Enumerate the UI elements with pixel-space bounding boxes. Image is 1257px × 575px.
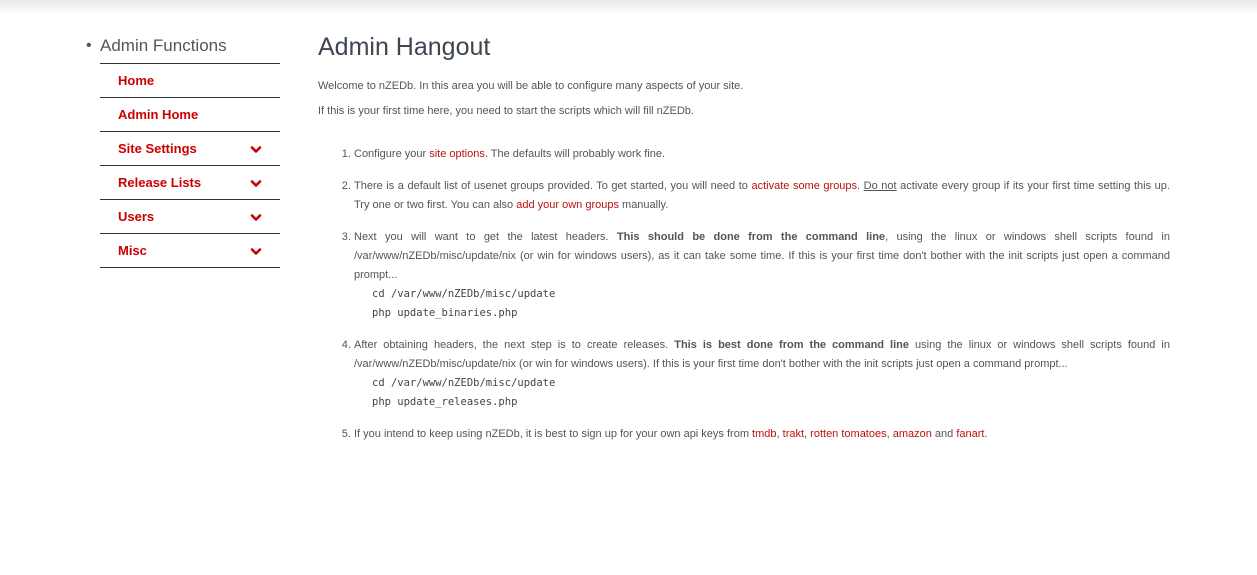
step-text: Next you will want to get the latest headers.	[354, 231, 617, 243]
activate-groups-link[interactable]: activate some groups	[751, 180, 858, 192]
step-text: , using the linux or windows shell scripts found in /var/www/nZEDb/misc/update/nix (or win for windows users), as it can take some time. If this is your first time don't bother with the init scripts just open a command prompt...	[354, 231, 1170, 281]
step-text: . The defaults will probably work fine.	[484, 148, 666, 160]
sidebar-item-site-settings[interactable]	[100, 132, 280, 166]
separator: ,	[804, 428, 811, 440]
intro-first-time: If this is your first time here, you need to start the scripts which will fill nZEDb.	[318, 105, 694, 117]
step-text: .	[857, 180, 864, 192]
sidebar-item-label: Release Lists	[118, 175, 202, 190]
setup-steps-list	[318, 145, 1170, 444]
separator: and	[931, 428, 957, 440]
sidebar-item-label: Users	[118, 209, 155, 224]
code-line: php update_releases.php	[372, 396, 518, 408]
separator: ,	[886, 428, 893, 440]
do-not-emphasis: Do not	[863, 180, 897, 192]
sidebar	[86, 36, 280, 268]
sidebar-item-label: Site Settings	[118, 141, 197, 156]
top-bar	[0, 0, 1257, 14]
main-content	[318, 30, 1170, 457]
list-item	[354, 145, 1170, 164]
intro-welcome: Welcome to nZEDb. In this area you will be able to configure many aspects of your site.	[318, 80, 744, 92]
sidebar-item-admin-home[interactable]	[100, 98, 280, 132]
sidebar-item-home[interactable]	[100, 64, 280, 98]
sidebar-item-release-lists[interactable]	[100, 166, 280, 200]
list-item	[354, 228, 1170, 323]
step-text: If you intend to keep using nZEDb, it is best to sign up for your own api keys from	[354, 428, 753, 440]
code-line: cd /var/www/nZEDb/misc/update	[372, 288, 556, 300]
sidebar-item-label: Admin Home	[118, 107, 199, 122]
rotten-tomatoes-link[interactable]: rotten tomatoes	[810, 428, 887, 440]
chevron-down-icon[interactable]	[250, 212, 262, 224]
page-title: Admin Hangout	[318, 33, 491, 61]
sidebar-item-misc[interactable]	[100, 234, 280, 268]
sidebar-title	[86, 36, 280, 63]
code-line: php update_binaries.php	[372, 307, 518, 319]
step-bold-text: This is best done from the command line	[674, 339, 910, 351]
site-options-link[interactable]: site options	[429, 148, 485, 160]
sidebar-title-text: Admin Functions	[100, 36, 227, 55]
step-text: .	[984, 428, 988, 440]
chevron-down-icon[interactable]	[250, 246, 262, 258]
step-text: After obtaining headers, the next step is to create releases.	[354, 339, 675, 351]
step-text: There is a default list of usenet groups provided. To get started, you will need to	[354, 180, 752, 192]
trakt-link[interactable]: trakt	[782, 428, 805, 440]
chevron-down-icon[interactable]	[250, 144, 262, 156]
step-bold-text: This should be done from the command line	[616, 231, 886, 243]
code-line: cd /var/www/nZEDb/misc/update	[372, 377, 556, 389]
list-item	[354, 177, 1170, 215]
bullet-icon: •	[86, 37, 92, 54]
list-item	[354, 336, 1170, 412]
add-groups-link[interactable]: add your own groups	[516, 199, 619, 211]
step-text: using the linux or windows shell scripts found in /var/www/nZEDb/misc/update/nix (or win for windows users). If this is your first time don't bother with the init scripts just open a command prompt...	[354, 339, 1170, 370]
step-text: Configure your	[354, 148, 430, 160]
step-text: activate every group if its your first time setting this up. Try one or two first. You can also	[354, 180, 1170, 211]
chevron-down-icon[interactable]	[250, 178, 262, 190]
sidebar-menu	[100, 63, 280, 268]
sidebar-item-users[interactable]	[100, 200, 280, 234]
list-item	[354, 425, 1170, 444]
separator: ,	[776, 428, 783, 440]
fanart-link[interactable]: fanart	[956, 428, 985, 440]
amazon-link[interactable]: amazon	[892, 428, 932, 440]
sidebar-item-label: Misc	[118, 243, 147, 258]
step-text: manually.	[618, 199, 669, 211]
tmdb-link[interactable]: tmdb	[752, 428, 777, 440]
sidebar-item-label: Home	[118, 73, 155, 88]
